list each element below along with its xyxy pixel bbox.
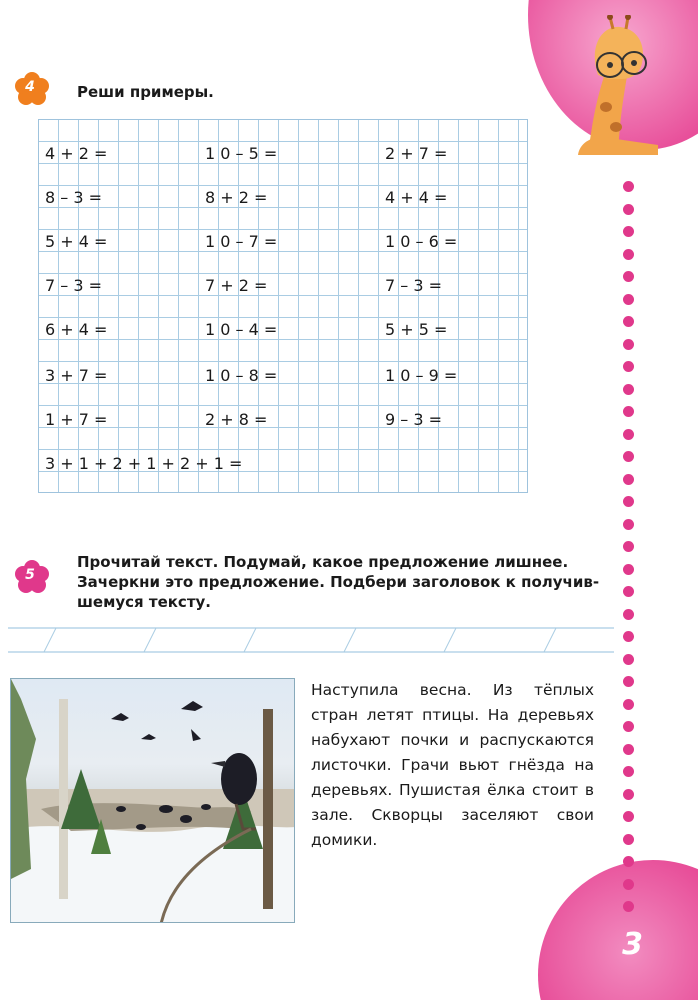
rooks-in-spring-image xyxy=(11,679,295,923)
math-grid xyxy=(38,119,528,493)
task-5-badge xyxy=(14,560,50,596)
math-expression: 5 + 4 = xyxy=(45,232,108,251)
math-expression: 7 + 2 = xyxy=(205,276,268,295)
reading-text: Наступила весна. Из тёплых стран летят птицы. На деревьях набухают почки и распускаются листочки. Грачи вьют гнёзда на деревьях. Пушистая ёлка стоит в зале. Скворцы заселяют свои домики. xyxy=(311,681,594,849)
long-expression: 3 + 1 + 2 + 1 + 2 + 1 = xyxy=(45,454,243,473)
dot xyxy=(623,564,634,575)
task-5-title xyxy=(77,552,599,612)
dot xyxy=(623,699,634,710)
dot xyxy=(623,226,634,237)
task-5-title-line-1: Прочитай текст. Подумай, какое предложение лишнее. xyxy=(77,553,569,571)
dot xyxy=(623,901,634,912)
dot xyxy=(623,249,634,260)
math-expression: 3 + 7 = xyxy=(45,366,108,385)
dot xyxy=(623,339,634,350)
math-expression: 6 + 4 = xyxy=(45,320,108,339)
dot xyxy=(623,204,634,215)
math-expression: 5 + 5 = xyxy=(385,320,448,339)
math-expression: 1 0 – 5 = xyxy=(205,144,278,163)
math-expression: 9 – 3 = xyxy=(385,410,443,429)
corner-decoration-bottom xyxy=(538,860,698,1000)
dot xyxy=(623,451,634,462)
writing-lines xyxy=(8,624,614,656)
math-expression: 1 0 – 7 = xyxy=(205,232,278,251)
task-4-badge xyxy=(14,72,50,108)
dots-decoration xyxy=(623,181,637,924)
dot xyxy=(623,474,634,485)
math-expression: 8 + 2 = xyxy=(205,188,268,207)
math-expression: 8 – 3 = xyxy=(45,188,103,207)
giraffe-mascot-icon xyxy=(558,15,678,155)
spring-illustration xyxy=(10,678,295,923)
math-expression: 1 0 – 9 = xyxy=(385,366,458,385)
dot xyxy=(623,721,634,732)
dot xyxy=(623,766,634,777)
math-expression: 1 0 – 4 = xyxy=(205,320,278,339)
dot xyxy=(623,834,634,845)
dot xyxy=(623,541,634,552)
dot xyxy=(623,631,634,642)
task-5-title-line-2: Зачеркни это предложение. Подбери заголовок к получив- xyxy=(77,573,600,591)
dot xyxy=(623,496,634,507)
dot xyxy=(623,519,634,530)
dot xyxy=(623,811,634,822)
dot xyxy=(623,789,634,800)
math-expression: 4 + 4 = xyxy=(385,188,448,207)
dot xyxy=(623,609,634,620)
dot xyxy=(623,429,634,440)
task-5-title-line-3: шемуся тексту. xyxy=(77,593,211,611)
dot xyxy=(623,676,634,687)
math-expression: 4 + 2 = xyxy=(45,144,108,163)
task-4-title: Реши примеры. xyxy=(77,83,214,101)
task-4-number: 4 xyxy=(25,79,35,95)
dot xyxy=(623,316,634,327)
dot xyxy=(623,271,634,282)
math-expression: 7 – 3 = xyxy=(45,276,103,295)
math-expression: 2 + 8 = xyxy=(205,410,268,429)
dot xyxy=(623,294,634,305)
dot xyxy=(623,654,634,665)
dot xyxy=(623,744,634,755)
math-expression: 1 + 7 = xyxy=(45,410,108,429)
math-expression: 7 – 3 = xyxy=(385,276,443,295)
page-number: 3 xyxy=(622,927,643,962)
task-5-number: 5 xyxy=(25,567,35,583)
dot xyxy=(623,361,634,372)
dot xyxy=(623,406,634,417)
dot xyxy=(623,879,634,890)
math-expression: 1 0 – 6 = xyxy=(385,232,458,251)
math-expression: 2 + 7 = xyxy=(385,144,448,163)
math-expression: 1 0 – 8 = xyxy=(205,366,278,385)
dot xyxy=(623,586,634,597)
dot xyxy=(623,181,634,192)
dot xyxy=(623,384,634,395)
dot xyxy=(623,856,634,867)
